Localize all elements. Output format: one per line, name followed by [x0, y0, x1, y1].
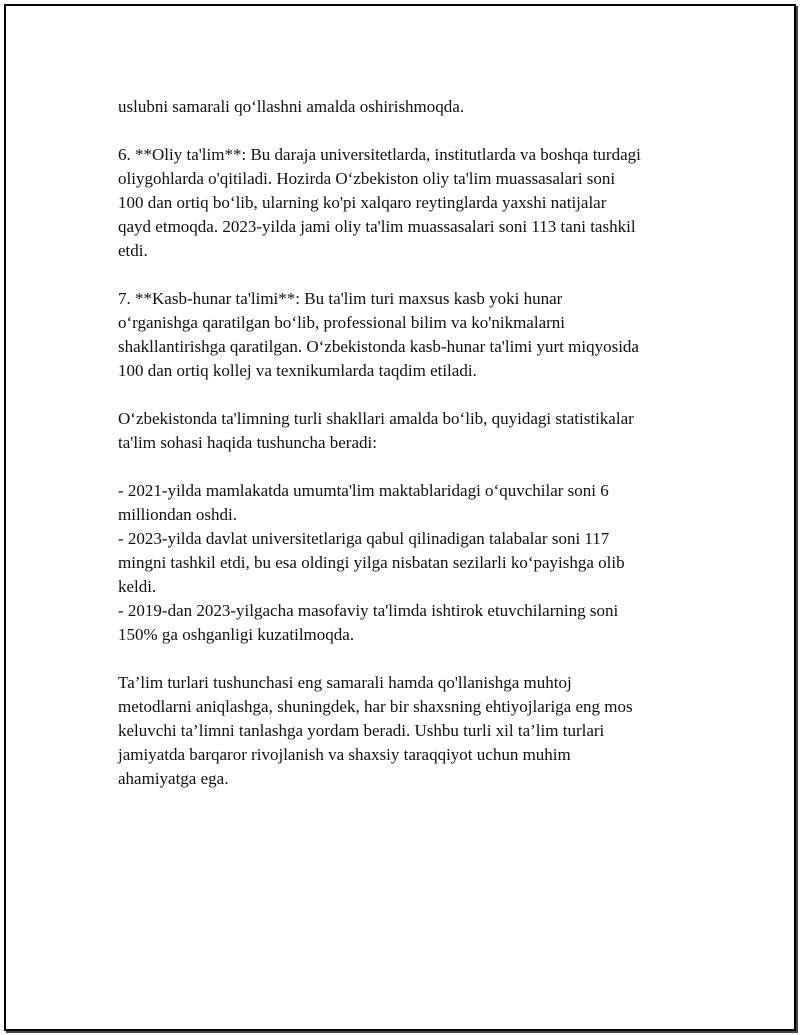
- paragraph-conclusion: Ta’lim turlari tushunchasi eng samarali hamda qo'llanishga muhtoj metodlarni aniqlashga, shuningdek, har bir shaxsning ehtiyojlariga eng mos keluvchi ta’limni tanlashga yordam beradi. Ushbu turli xil ta’lim turlari jamiyatda barqaror rivojlanish va shaxsiy taraqqiyot uchun muhim ahamiyatga ega.: [118, 673, 633, 788]
- paragraph-vocational-education: 7. **Kasb-hunar ta'limi**: Bu ta'lim turi maxsus kasb yoki hunar o‘rganishga qaratilgan bo‘lib, professional bilim va ko'nikmalarni shakllantirishga qaratilgan. O‘zbekistonda kasb-hunar ta'limi yurt miqyosida 100 dan ortiq kollej va texnikumlarda taqdim etiladi.: [118, 289, 639, 380]
- paragraph-intro-continuation: uslubni samarali qo‘llashni amalda oshirishmoqda.: [118, 97, 465, 116]
- document-body: [118, 95, 698, 815]
- paragraph-higher-education: 6. **Oliy ta'lim**: Bu daraja universitetlarda, institutlarda va boshqa turdagi oliygohlarda o'qitiladi. Hozirda O‘zbekiston oliy ta'lim muassasalari soni 100 dan ortiq bo‘lib, ularning ko'pi xalqaro reytinglarda yaxshi natijalar qayd etmoqda. 2023-yilda jami oliy ta'lim muassasalari soni 113 tani tashkil etdi.: [118, 145, 641, 260]
- page-frame: [4, 4, 796, 1031]
- paragraph-statistics-intro: O‘zbekistonda ta'limning turli shakllari amalda bo‘lib, quyidagi statistikalar ta'lim sohasi haqida tushuncha beradi:: [118, 409, 634, 452]
- paragraph-statistics-list: - 2021-yilda mamlakatda umumta'lim maktablaridagi o‘quvchilar soni 6 milliondan oshdi. - 2023-yilda davlat universitetlariga qabul qilinadigan talabalar soni 117 mingni tashkil etdi, bu esa oldingi yilga nisbatan sezilarli ko‘payishga olib keldi. - 2019-dan 2023-yilgacha masofaviy ta'limda ishtirok etuvchilarning soni 150% ga oshganligi kuzatilmoqda.: [118, 481, 625, 644]
